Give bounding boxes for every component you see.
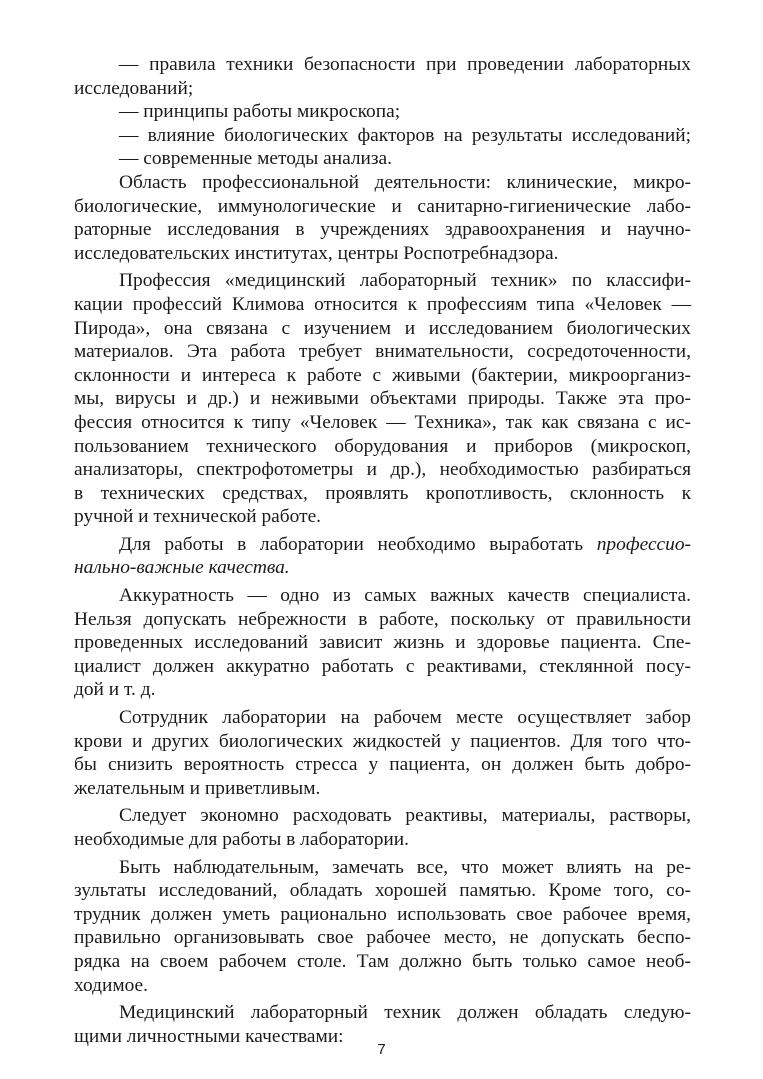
page-number: 7	[377, 1041, 386, 1058]
text-line-content: бы снизить вероятность стресса у пациента, он должен быть добро-	[74, 754, 691, 776]
text-line	[74, 195, 691, 219]
text-line	[74, 556, 691, 580]
text-line	[74, 340, 691, 364]
text-line	[74, 828, 691, 852]
text-line	[74, 364, 691, 388]
text-line	[74, 171, 691, 195]
text-line-content: трудник должен уметь рационально использовать свое рабочее время,	[74, 903, 691, 925]
text-line	[74, 730, 691, 754]
text-line	[74, 879, 691, 903]
text-line	[74, 387, 691, 411]
text-line	[74, 100, 691, 124]
text-line-content: необходимые для работы в лаборатории.	[74, 829, 410, 850]
text-line	[74, 903, 691, 927]
text-line-content: пользованием технического оборудования и приборов (микроскоп,	[74, 435, 691, 457]
text-line-content: исследовательских институтах, центры Роспотребнадзора.	[74, 242, 559, 264]
text-line-content: исследований;	[74, 77, 194, 99]
text-line	[74, 608, 691, 632]
text-line	[74, 753, 691, 777]
text-line-content: анализаторы, спектрофотометры и др.), необходимостью разбираться	[74, 459, 691, 481]
italic-emphasis: профессио-	[596, 533, 691, 555]
text-line	[74, 124, 691, 148]
text-line	[74, 706, 691, 730]
text-line	[74, 804, 691, 828]
text-line-content: склонности и интереса к работе с живыми (бактерии, микроорганиз-	[74, 364, 691, 386]
text-line	[74, 269, 691, 293]
text-line-content: Быть наблюдательным, замечать все, что может влиять на ре-	[119, 856, 691, 878]
text-line-content: мы, вирусы и др.) и неживыми объектами природы. Также эта про-	[74, 388, 691, 410]
text-line-content: — правила техники безопасности при проведении лабораторных	[119, 54, 691, 75]
text-line	[74, 926, 691, 950]
text-line-content: Сотрудник лаборатории на рабочем месте осуществляет забор	[119, 707, 691, 729]
text-line-content: Область профессиональной деятельности: клинические, микро-	[119, 171, 691, 193]
text-line-content: Аккуратность — одно из самых важных качеств специалиста.	[119, 585, 691, 607]
text-line-content: циалист должен аккуратно работать с реактивами, стеклянной посу-	[74, 655, 691, 677]
text-line-content: ходимое.	[74, 974, 148, 996]
text-line-content: — принципы работы микроскопа;	[119, 101, 401, 123]
text-line	[74, 655, 691, 679]
text-line	[74, 950, 691, 974]
text-line-content: Нельзя допускать небрежности в работе, поскольку от правильности	[74, 608, 691, 630]
text-line-content: Следует экономно расходовать реактивы, материалы, растворы,	[119, 805, 691, 827]
text-line-content: зультаты исследований, обладать хорошей памятью. Кроме того, со-	[74, 880, 691, 902]
text-line-content: Профессия «медицинский лабораторный техник» по классифи-	[119, 270, 691, 292]
text-line-content: материалов. Эта работа требует внимательности, сосредоточенности,	[74, 341, 691, 363]
text-line	[74, 505, 691, 529]
text-line-content: — влияние биологических факторов на результаты исследований;	[119, 124, 691, 146]
text-line	[74, 411, 691, 435]
text-line	[74, 242, 691, 266]
text-line	[74, 77, 691, 101]
text-line	[74, 1001, 691, 1025]
text-line	[74, 293, 691, 317]
italic-emphasis: нально-важные качества.	[74, 557, 290, 579]
text-line-content: Медицинский лабораторный техник должен обладать следую-	[119, 1002, 691, 1024]
text-line	[74, 974, 691, 998]
text-line	[74, 435, 691, 459]
text-line-content: рядка на своем рабочем столе. Там должно быть только самое необ-	[74, 950, 691, 972]
text-line	[74, 533, 691, 557]
text-line-content: Пирода», она связана с изучением и исследованием биологических	[74, 317, 691, 339]
text-line	[74, 777, 691, 801]
text-line-content: — современные методы анализа.	[119, 148, 393, 170]
body-text	[74, 53, 691, 1048]
text-line	[74, 458, 691, 482]
text-line-content: биологические, иммунологические и санитарно-гигиенические лабо-	[74, 195, 691, 217]
text-line-content: проведенных исследований зависит жизнь и здоровье пациента. Спе-	[74, 632, 691, 654]
text-line	[74, 218, 691, 242]
text-line-content: Для работы в лаборатории необходимо выработать	[119, 533, 597, 555]
text-line-content: желательным и приветливым.	[74, 777, 321, 799]
text-line-content: в технических средствах, проявлять кропотливость, склонность к	[74, 482, 691, 504]
text-line	[74, 147, 691, 171]
text-line	[74, 482, 691, 506]
text-line-content: правильно организовывать свое рабочее место, не допускать беспо-	[74, 927, 691, 949]
text-line-content: фессия относится к типу «Человек — Техника», так как связана с ис-	[74, 411, 691, 433]
text-line	[74, 678, 691, 702]
text-line	[74, 856, 691, 880]
text-line-content: раторные исследования в учреждениях здравоохранения и научно-	[74, 219, 691, 241]
text-line	[74, 631, 691, 655]
text-line-content: ручной и технической работе.	[74, 506, 322, 528]
text-line-content: щими личностными качествами:	[74, 1025, 344, 1047]
text-line	[74, 584, 691, 608]
text-line	[74, 317, 691, 341]
text-line	[74, 53, 691, 77]
text-line-content: дой и т. д.	[74, 679, 156, 701]
text-line-content: кации профессий Климова относится к профессиям типа «Человек —	[74, 293, 691, 315]
text-line-content: крови и других биологических жидкостей у пациентов. Для того что-	[74, 730, 691, 752]
